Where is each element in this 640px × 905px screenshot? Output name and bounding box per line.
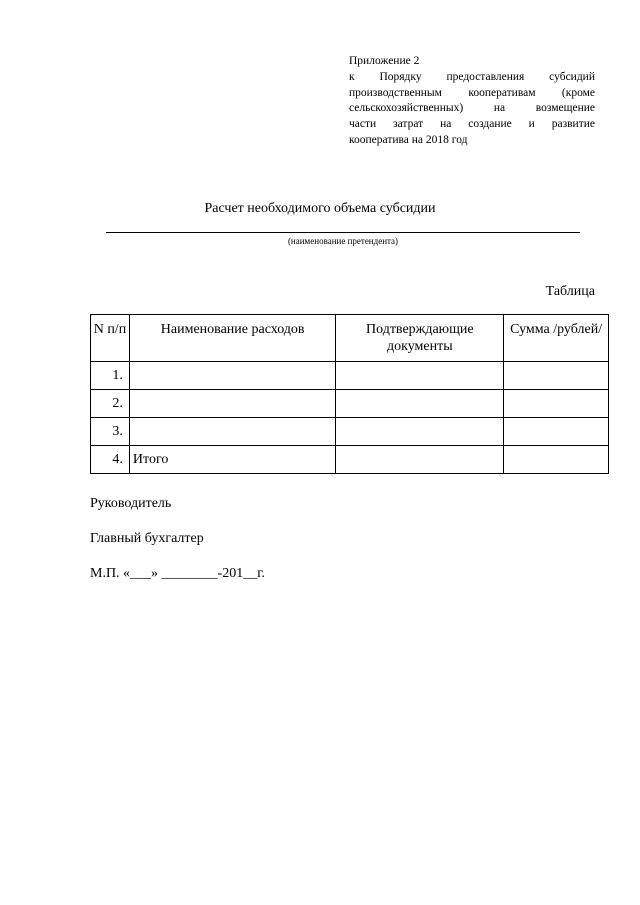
row-expense-name: Итого xyxy=(129,446,336,474)
table-row-total xyxy=(91,446,609,474)
row-documents xyxy=(336,362,504,390)
row-sum xyxy=(504,390,609,418)
row-expense-name xyxy=(129,390,336,418)
row-expense-name xyxy=(129,362,336,390)
stamp-date-line: М.П. «___» ________-201__г. xyxy=(90,566,265,581)
table-header-row xyxy=(91,315,609,362)
applicant-name-caption: (наименование претендента) xyxy=(287,236,399,246)
expenses-table xyxy=(90,314,609,474)
row-sum xyxy=(504,418,609,446)
row-documents xyxy=(336,418,504,446)
row-number: 3. xyxy=(91,418,130,446)
header-expense-name: Наименование расходов xyxy=(129,315,336,362)
appendix-line: производственным кооперативам (кроме xyxy=(349,86,595,99)
signature-accountant: Главный бухгалтер xyxy=(90,531,204,546)
row-number: 1. xyxy=(91,362,130,390)
row-expense-name xyxy=(129,418,336,446)
table-label: Таблица xyxy=(545,284,595,299)
row-documents xyxy=(336,390,504,418)
appendix-line: кооператива на 2018 год xyxy=(349,133,468,146)
row-sum xyxy=(504,362,609,390)
row-number: 4. xyxy=(91,446,130,474)
table-row xyxy=(91,418,609,446)
appendix-line: сельскохозяйственных) на возмещение xyxy=(349,102,595,115)
header-number: N п/п xyxy=(91,315,130,362)
appendix-block xyxy=(349,54,595,149)
appendix-line: Приложение 2 xyxy=(349,55,420,67)
row-documents xyxy=(336,446,504,474)
appendix-line: к Порядку предоставления субсидий xyxy=(349,70,595,83)
applicant-name-line xyxy=(106,232,580,233)
header-sum: Сумма /рублей/ xyxy=(504,315,609,362)
header-documents: Подтверждающие документы xyxy=(336,315,504,362)
table-row xyxy=(91,390,609,418)
signature-head: Руководитель xyxy=(90,496,172,511)
row-sum xyxy=(504,446,609,474)
appendix-line: части затрат на создание и развитие xyxy=(349,118,595,131)
table-row xyxy=(91,362,609,390)
row-number: 2. xyxy=(91,390,130,418)
document-title: Расчет необходимого объема субсидии xyxy=(204,201,436,216)
